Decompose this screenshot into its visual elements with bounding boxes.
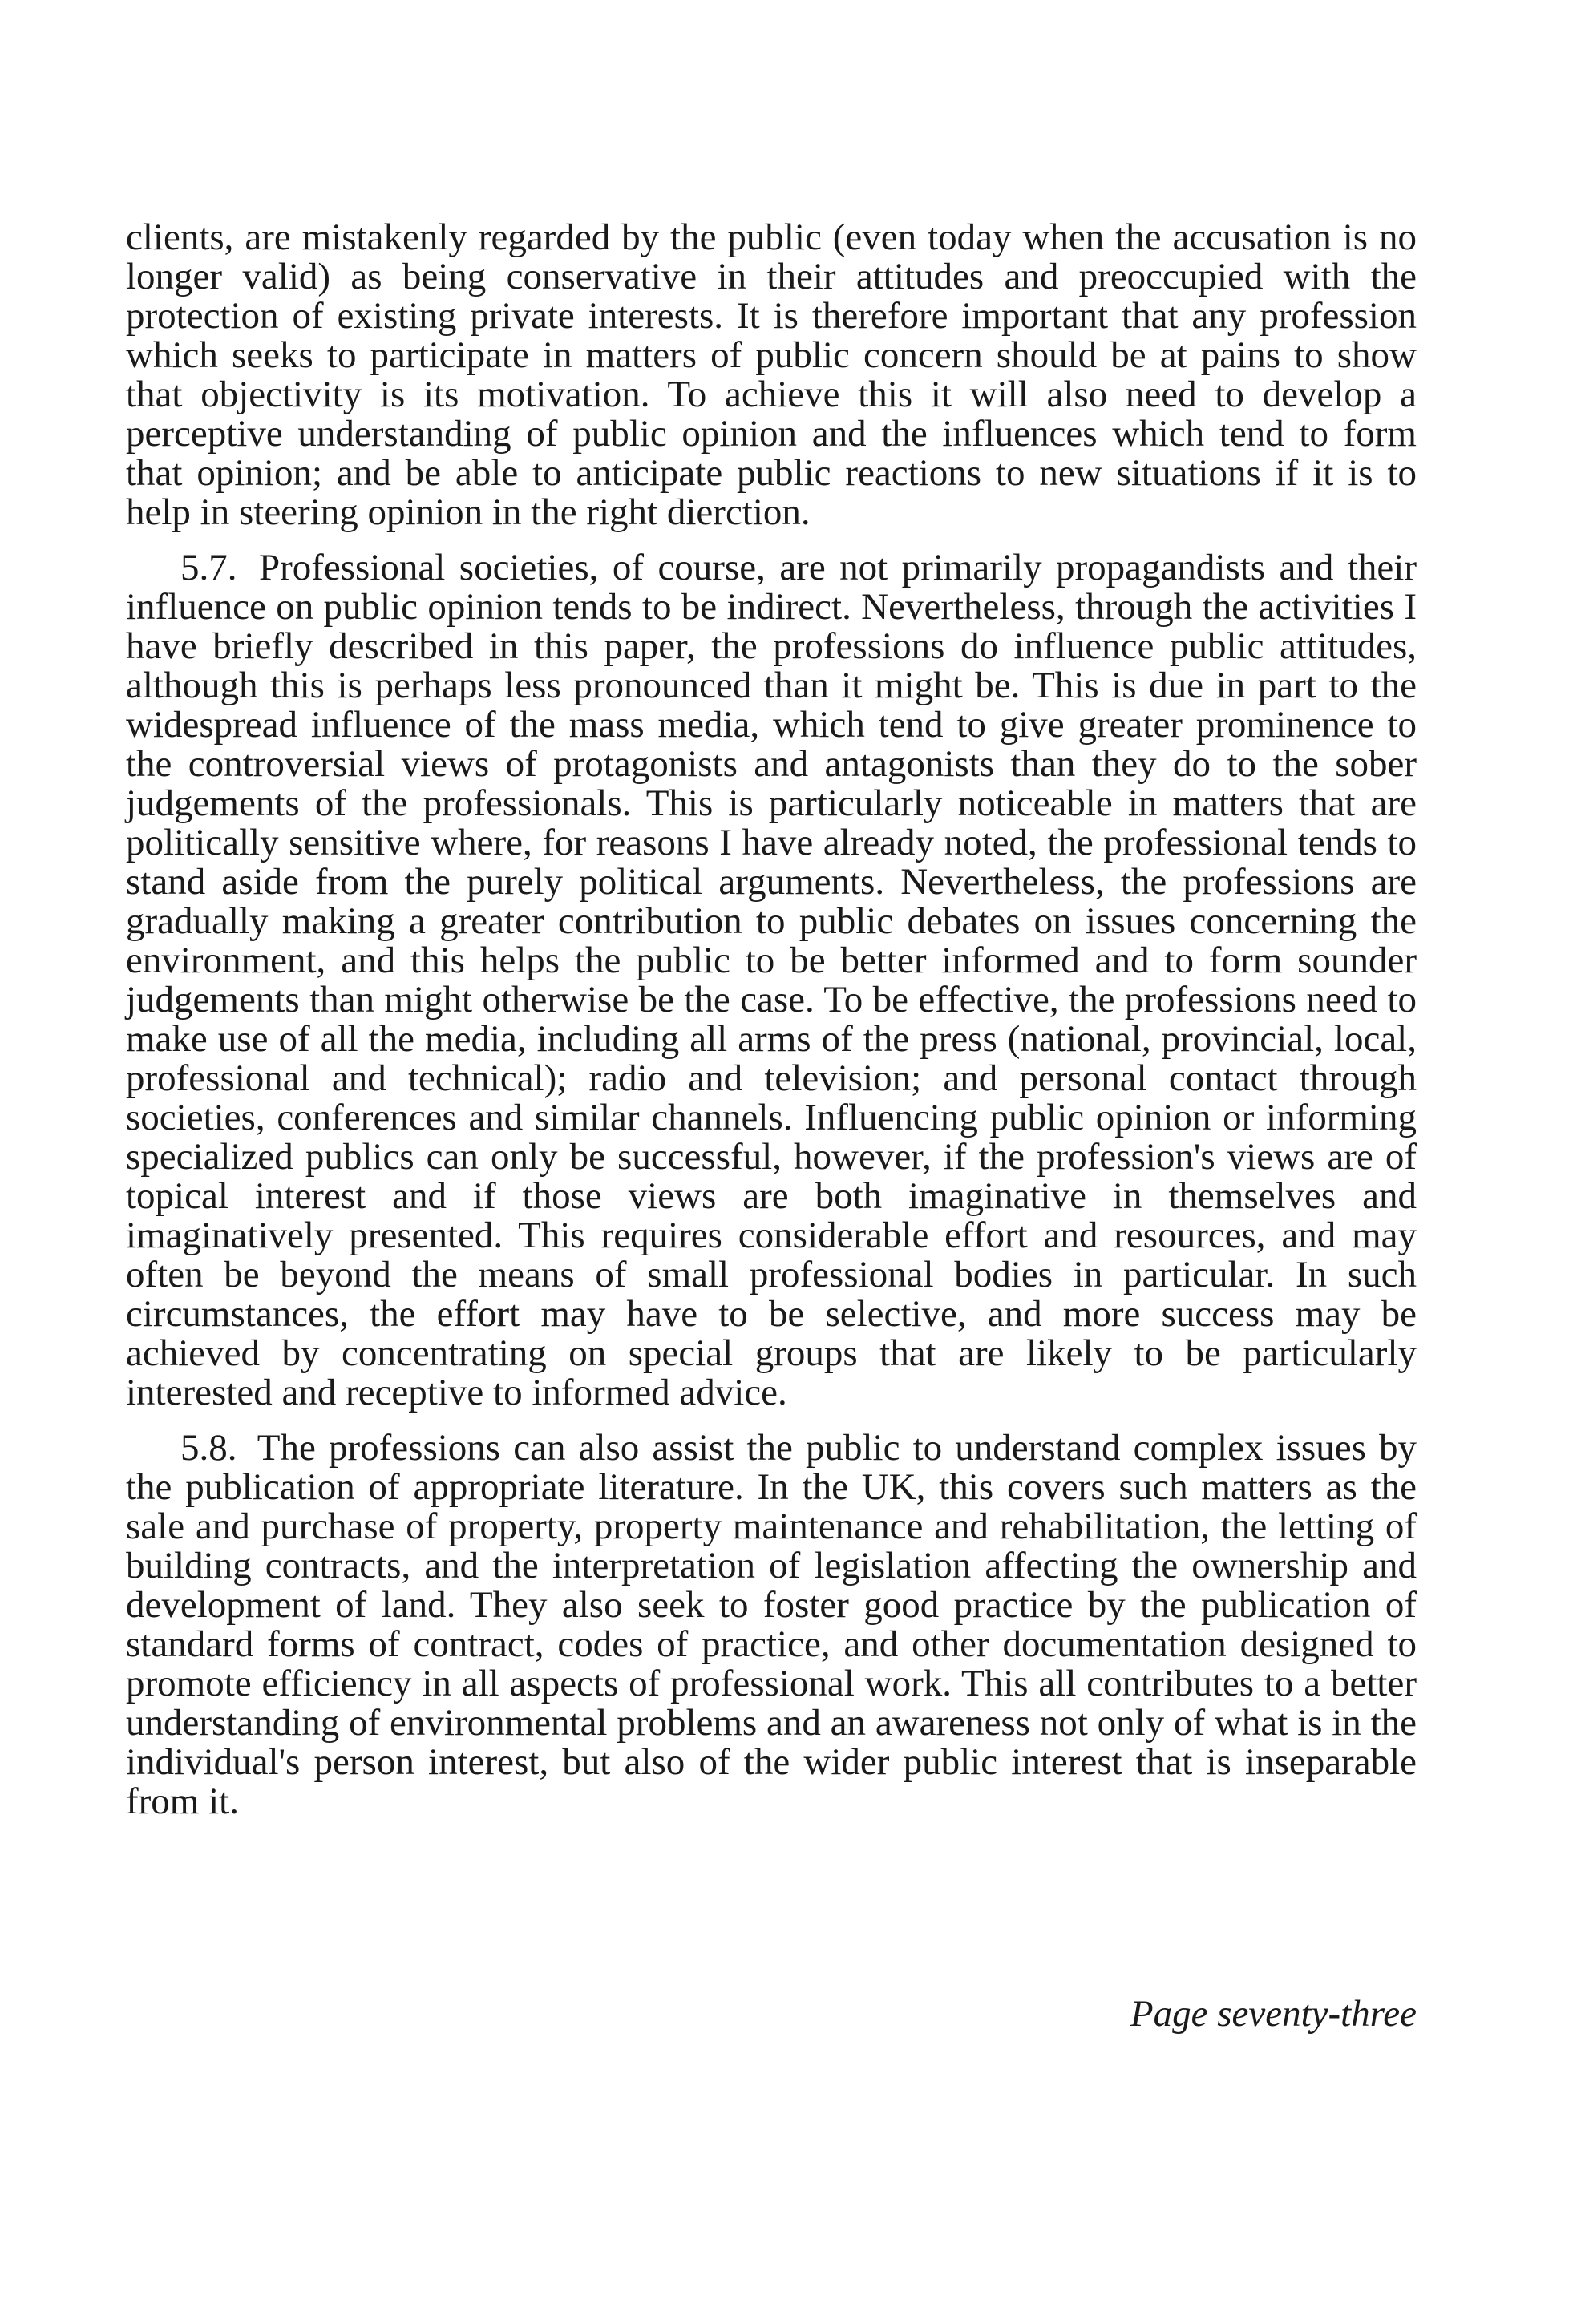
paragraph-5-7 bbox=[126, 548, 1417, 1413]
paragraph-text: clients, are mistakenly regarded by the public (even today when the accusation is no longer valid) as being conservative in their attitudes and preoccupied with the protection of existing private interests. It is therefore important that any profession which seeks to participate in matters of public concern should be at pains to show that objectivity is its motivation. To achieve this it will also need to develop a perceptive understanding of public opinion and the influences which tend to form that opinion; and be able to anticipate public reactions to new situations if it is to help in steering opinion in the right dierction. bbox=[126, 216, 1417, 533]
paragraph-number: 5.7. bbox=[180, 547, 237, 588]
document-body bbox=[126, 218, 1417, 1821]
paragraph-number: 5.8. bbox=[180, 1427, 237, 1469]
paragraph-text: Professional societies, of course, are not primarily propagandists and their influence on public opinion tends to be indirect. Nevertheless, through the activities I have briefly described in this paper, the professions do influence public attitudes, although this is perhaps less pronounced than it might be. This is due in part to the widespread influence of the mass media, which tend to give greater prominence to the controversial views of protagonists and antagonists than they do to the sober judgements of the professionals. This is particularly noticeable in matters that are politically sensitive where, for reasons I have already noted, the professional tends to stand aside from the purely political arguments. Nevertheless, the professions are gradually making a greater contribution to public debates on issues concerning the environment, and this helps the public to be better informed and to form sounder judgements than might otherwise be the case. To be effective, the professions need to make use of all the media, including all arms of the press (national, provincial, local, professional and technical); radio and television; and personal contact through societies, conferences and similar channels. Influencing public opinion or informing specialized publics can only be successful, however, if the profession's views are of topical interest and if those views are both imaginative in themselves and imaginatively presented. This requires considerable effort and resources, and may often be beyond the means of small professional bodies in particular. In such circumstances, the effort may have to be selective, and more success may be achieved by concentrating on special groups that are likely to be particularly interested and receptive to informed advice. bbox=[126, 547, 1417, 1413]
paragraph-continued bbox=[126, 218, 1417, 532]
page-number-footer: Page seventy-three bbox=[1130, 1993, 1417, 2035]
paragraph-5-8 bbox=[126, 1429, 1417, 1821]
paragraph-text: The professions can also assist the public to understand complex issues by the publication of appropriate literature. In the UK, this covers such matters as the sale and purchase of property, property maintenance and rehabilitation, the letting of building contracts, and the interpretation of legislation affecting the ownership and development of land. They also seek to foster good practice by the publication of standard forms of contract, codes of practice, and other documentation designed to promote efficiency in all aspects of professional work. This all contributes to a better understanding of environmental problems and an awareness not only of what is in the individual's person interest, but also of the wider public interest that is inseparable from it. bbox=[126, 1427, 1417, 1822]
